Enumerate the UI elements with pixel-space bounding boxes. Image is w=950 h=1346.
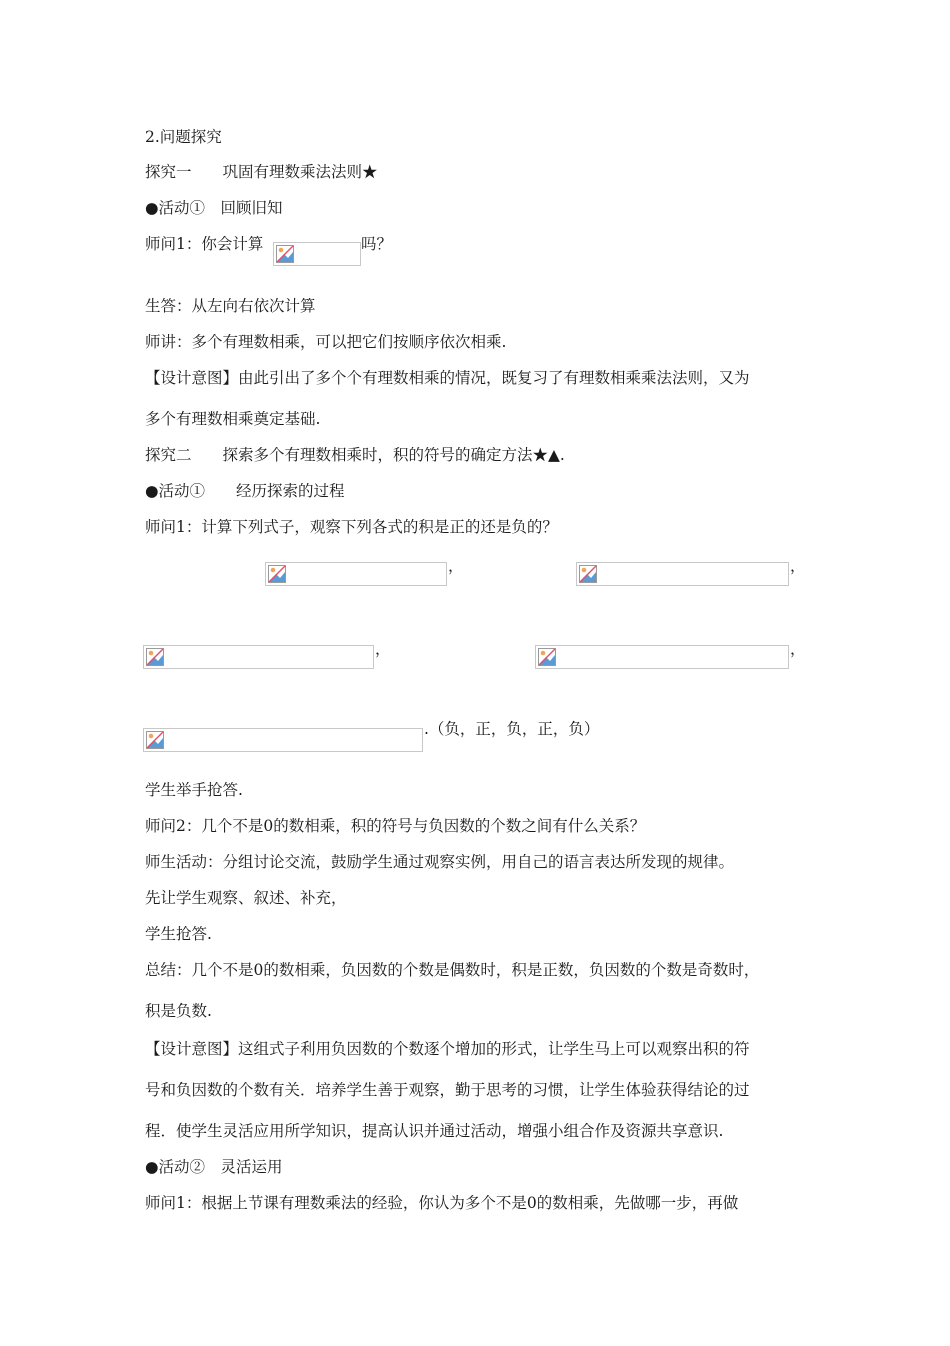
summary-line1: 总结：几个不是0的数相乘，负因数的个数是偶数时，积是正数，负因数的个数是奇数时， [145, 961, 760, 979]
formula-image-5 [535, 645, 789, 669]
design-intent-1-line1: 【设计意图】由此引出了多个个有理数相乘的情况，既复习了有理数相乘乘法法则，又为 [145, 369, 750, 387]
summary-line2: 积是负数. [145, 1002, 212, 1020]
explore-two-heading: 探究二 探索多个有理数相乘时，积的符号的确定方法★▲. [145, 446, 565, 464]
student-answer: 生答：从左向右依次计算 [145, 297, 316, 315]
formula-image-3 [576, 562, 789, 586]
formula-image-4 [143, 645, 374, 669]
formula-image-2 [265, 562, 447, 586]
design-intent-1-line2: 多个有理数相乘奠定基础. [145, 410, 321, 428]
comma: ， [790, 557, 806, 575]
teacher-student-activity: 师生活动：分组讨论交流，鼓励学生通过观察实例，用自己的语言表达所发现的规律。 [145, 853, 735, 871]
teacher-question-2: 师问2：几个不是0的数相乘，积的符号与负因数的个数之间有什么关系？ [145, 817, 646, 835]
students-rush-answer: 学生抢答. [145, 925, 212, 943]
broken-image-icon [146, 731, 164, 749]
teacher-question-1: 师问1：你会计算 [145, 235, 264, 253]
design-intent-2-line3: 程．使学生灵活应用所学知识，提高认识并通过活动，增强小组合作及资源共享意识. [145, 1122, 724, 1140]
observe-line: 先让学生观察、叙述、补充， [145, 889, 347, 907]
activity-one-b-heading: ●活动① 经历探索的过程 [145, 482, 345, 500]
design-intent-2-line1: 【设计意图】这组式子利用负因数的个数逐个增加的形式，让学生马上可以观察出积的符 [145, 1040, 750, 1058]
design-intent-2-line2: 号和负因数的个数有关．培养学生善于观察，勤于思考的习惯，让学生体验获得结论的过 [145, 1081, 750, 1099]
teacher-question-calc: 师问1：计算下列式子，观察下列各式的积是正的还是负的？ [145, 518, 558, 536]
broken-image-icon [579, 565, 597, 583]
teacher-question-3: 师问1：根据上节课有理数乘法的经验，你认为多个不是0的数相乘，先做哪一步，再做 [145, 1194, 739, 1212]
comma: ， [790, 640, 806, 658]
teacher-question-1-end: 吗？ [361, 235, 393, 253]
activity-two-heading: ●活动② 灵活运用 [145, 1158, 283, 1176]
broken-image-icon [268, 565, 286, 583]
sign-answers: .（负，正，负，正，负） [424, 720, 600, 738]
activity-one-heading: ●活动① 回顾旧知 [145, 199, 283, 217]
explore-one-heading: 探究一 巩固有理数乘法法则★ [145, 163, 378, 181]
comma: ， [375, 640, 391, 658]
formula-image-6 [143, 728, 423, 752]
students-answer: 学生举手抢答. [145, 781, 243, 799]
broken-image-icon [538, 648, 556, 666]
formula-image-1 [273, 242, 361, 266]
teacher-explain: 师讲：多个有理数相乘，可以把它们按顺序依次相乘. [145, 333, 507, 351]
broken-image-icon [146, 648, 164, 666]
comma: ， [448, 557, 464, 575]
section-heading: 2.问题探究 [145, 128, 222, 146]
broken-image-icon [276, 245, 294, 263]
